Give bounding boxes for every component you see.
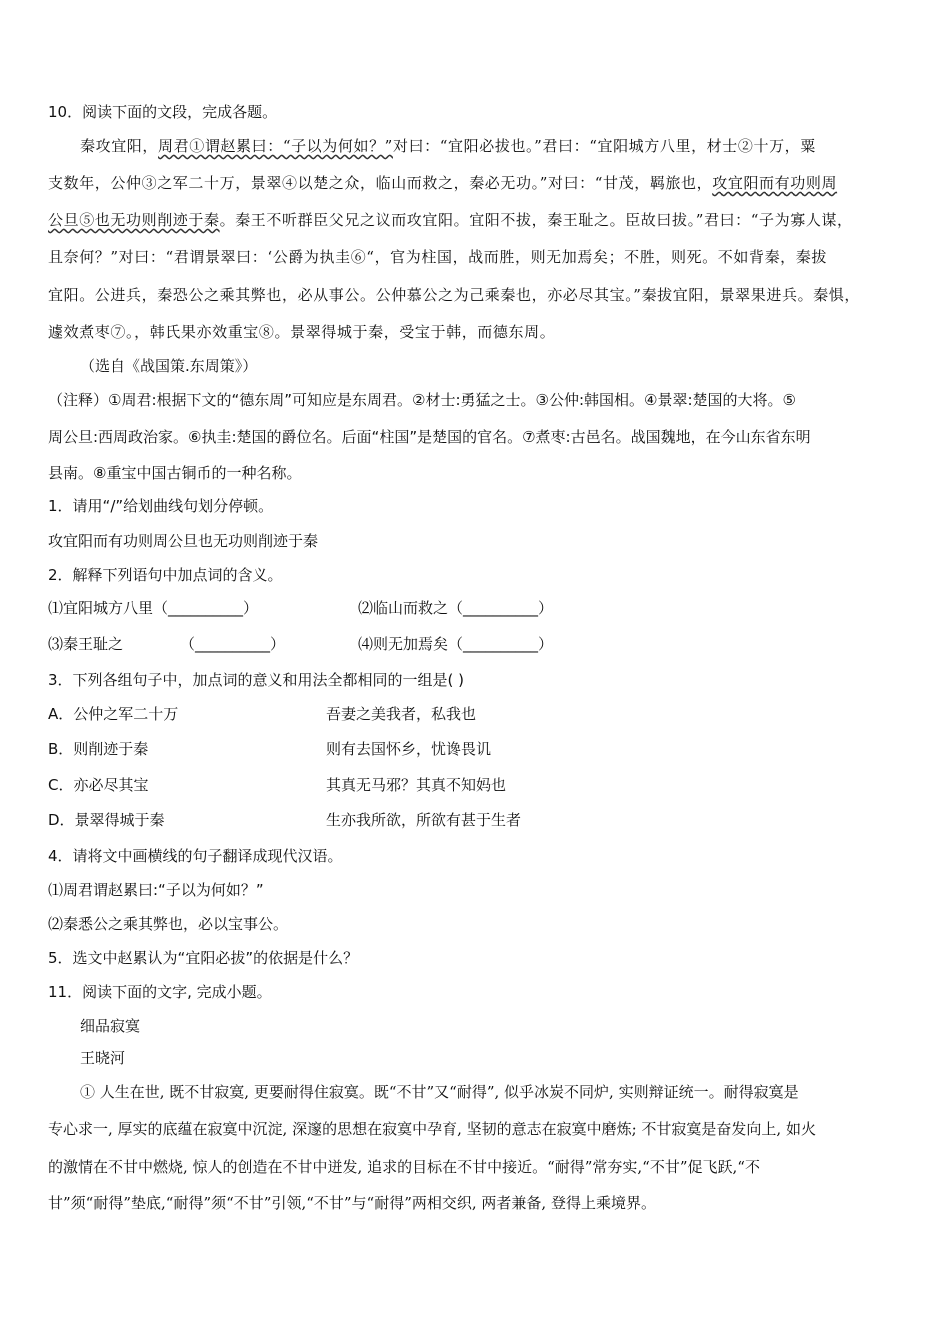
passage-line-1: 秦攻宜阳，周君①谓赵累曰：“子以为何如？”对曰：“宜阳必拔也。”君曰：“宜阳城方八里，材士②十万，粟 (80, 137, 816, 155)
essay-para-line-1: ① 人生在世, 既不甘寂寞, 更要耐得住寂寞。既“不甘”又“耐得”, 似乎冰炭不同炉, 实则辩证统一。耐得寂寞是 (80, 1083, 799, 1101)
sub2-item-2: ⑵临山而救之（__________） (358, 599, 554, 617)
sub1-sentence: 攻宜阳而有功则周公旦也无功则削迹于秦 (48, 532, 319, 550)
sub2-item-3: ⑶秦王耻之 (48, 635, 124, 653)
sub3-prompt: 3．下列各组句子中，加点词的意义和用法全都相同的一组是( ) (48, 671, 465, 689)
sub5-prompt: 5．选文中赵累认为“宜阳必拔”的依据是什么？ (48, 949, 359, 967)
sub3-option-b: B．则削迹于秦 则有去国怀乡，忧谗畏讥 (48, 740, 492, 758)
sub2-item-3-blank: （__________） (180, 635, 286, 653)
passage-source: （选自《战国策.东周策》） (80, 357, 258, 375)
passage-line-2: 支数年，公仲③之军二十万，景翠④以楚之众，临山而救之，秦必无功。”对曰：“甘茂，羁旅也，攻宜阳而有功则周 (48, 174, 838, 192)
sub2-item-4: ⑷则无加焉矣（__________） (358, 635, 554, 653)
wavy-sentence-part-2: 公旦⑤也无功则削迹于秦 (48, 211, 220, 229)
essay-author: 王晓河 (80, 1049, 126, 1067)
essay-para-line-3: 的激情在不甘中燃烧, 惊人的创造在不甘中迸发, 追求的目标在不甘中接近。“耐得”常夯实,“不甘”促飞跃,“不 (48, 1158, 760, 1176)
passage-line-4: 且奈何？”对曰：“君谓景翠曰：‘公爵为执圭⑥“，官为柱国，战而胜，则无加焉矣；不胜，则死。不如背秦，秦拔 (48, 248, 827, 266)
sub2-row-2 (48, 634, 608, 654)
essay-para-line-2: 专心求一, 厚实的底蕴在寂寞中沉淀, 深邃的思想在寂寞中孕育, 坚韧的意志在寂寞中磨炼; 不甘寂寞是奋发向上, 如火 (48, 1120, 816, 1138)
essay-para-line-4: 甘”须“耐得”垫底,“耐得”须“不甘”引领,“不甘”与“耐得”两相交织, 两者兼备, 登得上乘境界。 (48, 1194, 656, 1212)
sub3-option-c: C．亦必尽其宝 其真无马邪？其真不知妈也 (48, 776, 507, 794)
notes-line-2: 周公旦:西周政治家。⑥执圭:楚国的爵位名。后面“柱国”是楚国的官名。⑦煮枣:古邑名。战国魏地，在今山东省东明 (48, 428, 811, 446)
sub4-item-2: ⑵秦悉公之乘其弊也，必以宝事公。 (48, 915, 289, 933)
passage-line-3: 公旦⑤也无功则削迹于秦。秦王不听群臣父兄之议而攻宜阳。宜阳不拔，秦王耻之。臣故曰拔。”君曰：“子为寡人谋， (48, 211, 853, 229)
sub2-prompt: 2．解释下列语句中加点词的含义。 (48, 566, 283, 584)
sub2-item-1: ⑴宜阳城方八里（__________） (48, 599, 259, 617)
sub4-prompt: 4．请将文中画横线的句子翻译成现代汉语。 (48, 847, 343, 865)
q11-heading: 11．阅读下面的文字, 完成小题。 (48, 983, 272, 1001)
sub1-prompt: 1．请用“/”给划曲线句划分停顿。 (48, 497, 274, 515)
underlined-sentence-1: 周君①谓赵累曰：“子以为何如？” (158, 137, 393, 155)
notes-line-1: （注释）①周君:根据下文的“德东周”可知应是东周君。②材士:勇猛之士。③公仲:韩国相。④景翠:楚国的大将。⑤ (48, 391, 796, 409)
sub3-option-d: D．景翠得城于秦 生亦我所欲，所欲有甚于生者 (48, 811, 522, 829)
sub4-item-1: ⑴周君谓赵累曰:“子以为何如？” (48, 881, 264, 899)
essay-title: 细品寂寞 (80, 1017, 141, 1035)
passage-line-6: 遽效煮枣⑦。，韩氏果亦效重宝⑧。景翠得城于秦，受宝于韩，而德东周。 (48, 323, 556, 341)
q10-heading: 10．阅读下面的文段，完成各题。 (48, 103, 278, 121)
sub3-option-a: A．公仲之军二十万 吾妻之美我者，私我也 (48, 705, 477, 723)
sub2-row-1 (48, 598, 608, 618)
wavy-sentence-part-1: 攻宜阳而有功则周 (712, 174, 838, 192)
passage-line-5: 宜阳。公进兵，秦恐公之乘其弊也，必从事公。公仲慕公之为己乘秦也，亦必尽其宝。”秦拔宜阳，景翠果进兵。秦惧， (48, 286, 860, 304)
notes-line-3: 县南。⑧重宝中国古铜币的一种名称。 (48, 464, 302, 482)
